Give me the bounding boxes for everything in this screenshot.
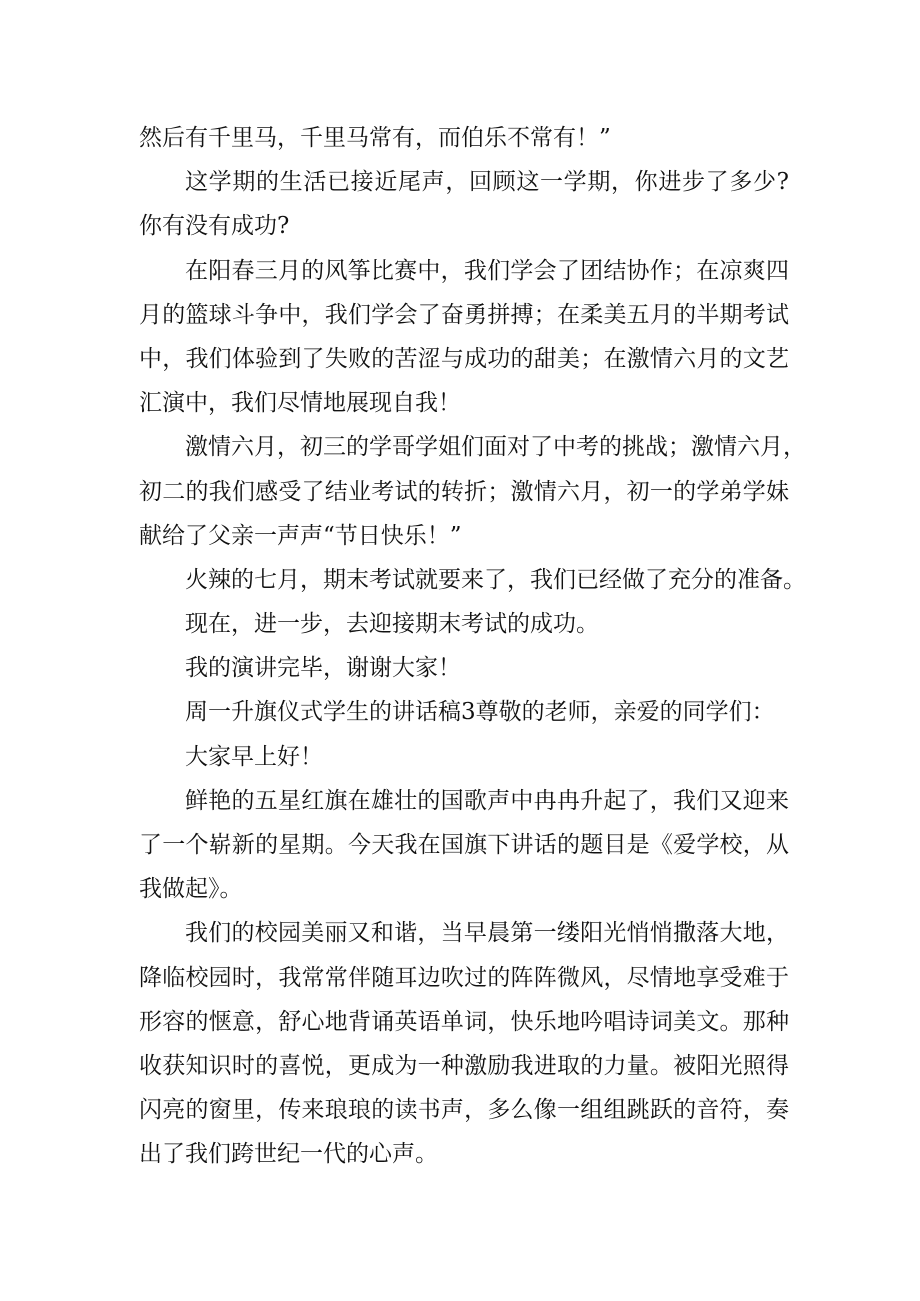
- text-line: 火辣的七月，期末考试就要来了，我们已经做了充分的准备。: [185, 566, 806, 593]
- text-line: 形容的惬意，舒心地背诵英语单词，快乐地吟唱诗词美文。那种: [139, 1008, 789, 1035]
- text-line: 献给了父亲一声声“节日快乐！”: [139, 522, 462, 549]
- text-line: 了一个崭新的星期。今天我在国旗下讲话的题目是《爱学校，从: [139, 832, 789, 858]
- document-body: [139, 116, 806, 1177]
- text-line: 大家早上好！: [185, 743, 323, 770]
- text-line: 收获知识时的喜悦，更成为一种激励我进取的力量。被阳光照得: [139, 1052, 789, 1079]
- text-line: 鲜艳的五星红旗在雄壮的国歌声中冉冉升起了，我们又迎来: [185, 787, 789, 814]
- text-line: 月的篮球斗争中，我们学会了奋勇拼搏；在柔美五月的半期考试: [139, 301, 789, 328]
- text-line: 闪亮的窗里，传来琅琅的读书声，多么像一组组跳跃的音符，奏: [139, 1097, 789, 1124]
- text-line: 激情六月，初三的学哥学姐们面对了中考的挑战；激情六月，: [185, 434, 806, 461]
- text-line: 出了我们跨世纪一代的心声。: [139, 1141, 438, 1168]
- text-line: 降临校园时，我常常伴随耳边吹过的阵阵微风，尽情地享受难于: [139, 964, 789, 991]
- text-line: 我们的校园美丽又和谐，当早晨第一缕阳光悄悄撒落大地，: [185, 920, 789, 947]
- text-line: 然后有千里马，千里马常有，而伯乐不常有！”: [139, 125, 611, 151]
- text-line: 我做起》。: [139, 876, 243, 903]
- text-line: 汇演中，我们尽情地展现自我！: [139, 390, 461, 417]
- text-line: 初二的我们感受了结业考试的转折；激情六月，初一的学弟学妹: [139, 478, 789, 505]
- text-line: 你有没有成功?: [139, 213, 290, 240]
- text-line: 周一升旗仪式学生的讲话稿3尊敬的老师，亲爱的同学们：: [185, 699, 775, 726]
- text-line: 这学期的生活已接近尾声，回顾这一学期，你进步了多少?: [185, 169, 789, 196]
- text-line: 在阳春三月的风筝比赛中，我们学会了团结协作；在凉爽四: [185, 257, 789, 284]
- text-line: 中，我们体验到了失败的苦涩与成功的甜美；在激情六月的文艺: [139, 345, 789, 372]
- text-line: 我的演讲完毕，谢谢大家！: [185, 655, 461, 682]
- text-line: 现在，进一步，去迎接期末考试的成功。: [185, 611, 599, 638]
